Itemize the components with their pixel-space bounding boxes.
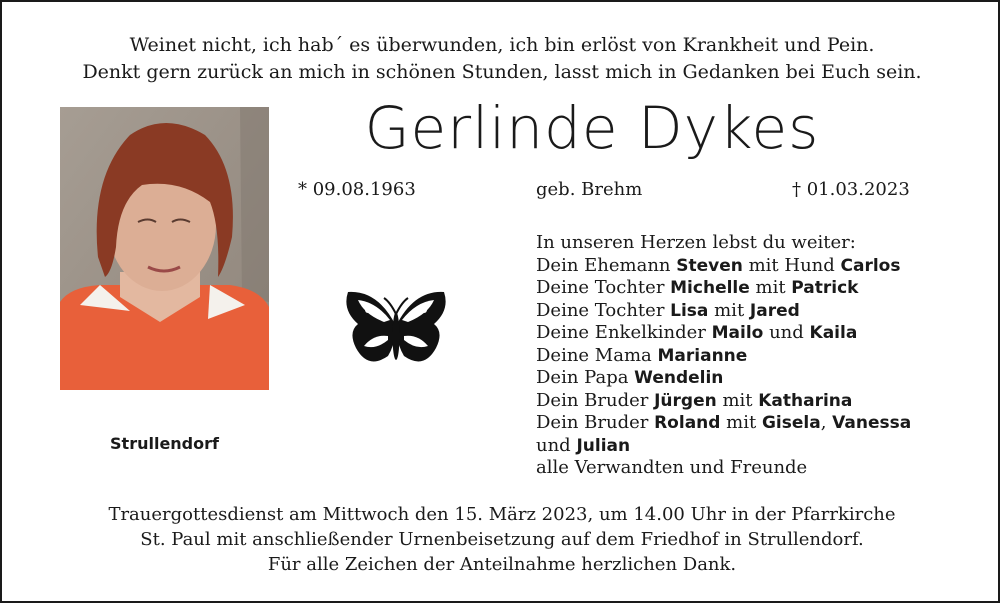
mourner-name: Roland xyxy=(654,413,721,433)
mourner-line xyxy=(536,277,911,300)
mourner-relation: mit xyxy=(708,299,750,321)
mourner-relation: alle Verwandten und Freunde xyxy=(536,457,808,478)
mourners-intro: In unseren Herzen lebst du weiter: xyxy=(536,232,856,253)
birth-date: * 09.08.1963 xyxy=(298,179,416,200)
mourner-name: Steven xyxy=(676,255,743,276)
service-info xyxy=(2,502,1000,577)
mourner-name: Katharina xyxy=(758,390,853,411)
mourner-name: Vanessa xyxy=(832,413,912,433)
mourner-name: Jared xyxy=(749,300,800,321)
mourner-line xyxy=(536,255,911,278)
death-date: † 01.03.2023 xyxy=(792,179,910,200)
mourner-name: Michelle xyxy=(670,278,750,298)
service-line-1: Trauergottesdienst am Mittwoch den 15. März 2023, um 14.00 Uhr in der Pfarrkirche xyxy=(108,504,896,525)
mourner-line xyxy=(536,435,911,458)
verse xyxy=(2,32,1000,86)
mourner-name: Wendelin xyxy=(634,368,724,388)
mourner-line xyxy=(536,457,911,480)
mourner-relation: mit xyxy=(749,277,792,298)
mourner-line xyxy=(536,322,911,345)
mourner-name: Jürgen xyxy=(654,390,717,411)
mourner-name: Marianne xyxy=(657,345,748,366)
mourner-name: Kaila xyxy=(809,323,858,343)
mourner-relation: Deine Tochter xyxy=(536,299,671,321)
maiden-name: geb. Brehm xyxy=(536,179,643,200)
mourner-name: Patrick xyxy=(791,278,859,298)
mourner-relation: Deine Mama xyxy=(536,344,658,366)
mourner-relation: und xyxy=(536,434,577,456)
mourner-lines xyxy=(536,255,911,480)
portrait-photo xyxy=(60,107,269,390)
mourner-relation: Dein Bruder xyxy=(536,412,655,433)
mourner-relation: , xyxy=(820,412,833,433)
mourner-relation: Deine Tochter xyxy=(536,277,671,298)
mourner-relation: und xyxy=(763,322,810,343)
service-line-3: Für alle Zeichen der Anteilnahme herzlichen Dank. xyxy=(267,554,737,575)
mourner-line xyxy=(536,367,911,390)
mourner-line xyxy=(536,412,911,435)
mourner-name: Gisela xyxy=(761,413,821,433)
mourner-relation: mit Hund xyxy=(742,254,841,276)
mourner-relation: Deine Enkelkinder xyxy=(536,322,712,343)
mourner-line xyxy=(536,345,911,368)
verse-line-2: Denkt gern zurück an mich in schönen Stunden, lasst mich in Gedanken bei Euch sein. xyxy=(82,61,922,83)
mourner-name: Lisa xyxy=(670,300,709,321)
mourner-name: Carlos xyxy=(840,255,901,276)
mourner-line xyxy=(536,390,911,413)
place-name: Strullendorf xyxy=(110,434,219,453)
mourner-name: Mailo xyxy=(711,323,764,343)
mourner-name: Julian xyxy=(576,435,631,456)
service-line-2: St. Paul mit anschließender Urnenbeisetzung auf dem Friedhof in Strullendorf. xyxy=(140,529,864,550)
mourner-relation: mit xyxy=(716,389,759,411)
mourner-relation: Dein Bruder xyxy=(536,389,655,411)
mourners-list xyxy=(536,232,911,480)
butterfly-icon xyxy=(344,286,448,372)
mourner-relation: Dein Papa xyxy=(536,367,635,388)
deceased-name: Gerlinde Dykes xyxy=(364,94,820,162)
mourner-line xyxy=(536,300,911,323)
mourner-relation: mit xyxy=(720,412,762,433)
mourner-relation: Dein Ehemann xyxy=(536,254,677,276)
verse-line-1: Weinet nicht, ich hab´ es überwunden, ich bin erlöst von Krankheit und Pein. xyxy=(129,34,875,56)
